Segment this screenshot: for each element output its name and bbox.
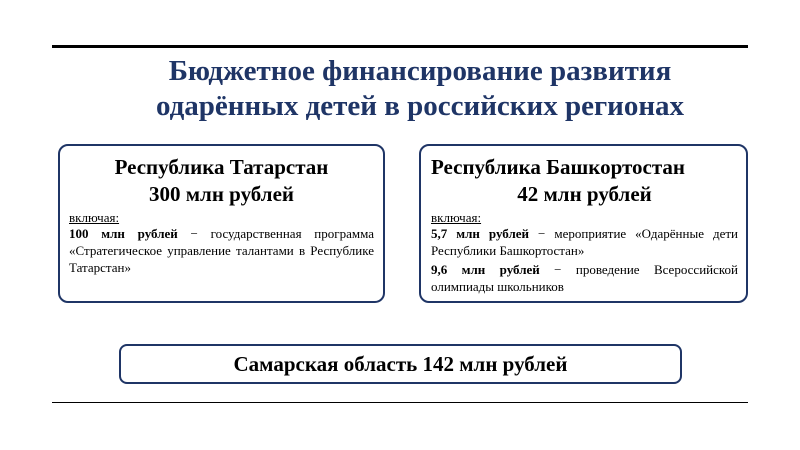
bottom-divider xyxy=(52,402,748,403)
slide-title-line-1: Бюджетное финансирование развития xyxy=(168,55,672,87)
samara-summary-text: Самарская область 142 млн рублей xyxy=(233,352,568,376)
slide-title xyxy=(60,54,780,124)
tatarstan-including-label: включая: xyxy=(69,210,120,225)
bashkortostan-total-amount: 42 млн рублей xyxy=(517,182,652,206)
bashkortostan-item xyxy=(431,225,738,259)
top-divider xyxy=(52,45,748,48)
samara-summary-box xyxy=(119,344,682,384)
tatarstan-region-name: Республика Татарстан xyxy=(114,155,329,179)
tatarstan-card xyxy=(58,144,385,303)
tatarstan-item-text: − государственная программа «Стратегическое управление талантами в Республике Татарстан» xyxy=(69,226,375,275)
bashkortostan-item-text: − мероприятие «Одарённые дети Республики Башкортостан» xyxy=(431,226,739,258)
tatarstan-item-amount: 100 млн рублей xyxy=(69,226,178,241)
bashkortostan-region-name: Республика Башкортостан xyxy=(431,155,686,179)
bashkortostan-item xyxy=(431,261,738,295)
bashkortostan-item-amount: 9,6 млн рублей xyxy=(431,262,540,277)
bashkortostan-card xyxy=(419,144,748,303)
bashkortostan-including-label: включая: xyxy=(431,210,482,225)
bashkortostan-item-text: − проведение Всероссийской олимпиады школьников xyxy=(431,262,738,294)
slide-title-line-2: одарённых детей в российских регионах xyxy=(155,90,685,122)
tatarstan-item xyxy=(69,225,374,276)
tatarstan-total-amount: 300 млн рублей xyxy=(149,182,294,206)
bashkortostan-item-amount: 5,7 млн рублей xyxy=(431,226,530,241)
